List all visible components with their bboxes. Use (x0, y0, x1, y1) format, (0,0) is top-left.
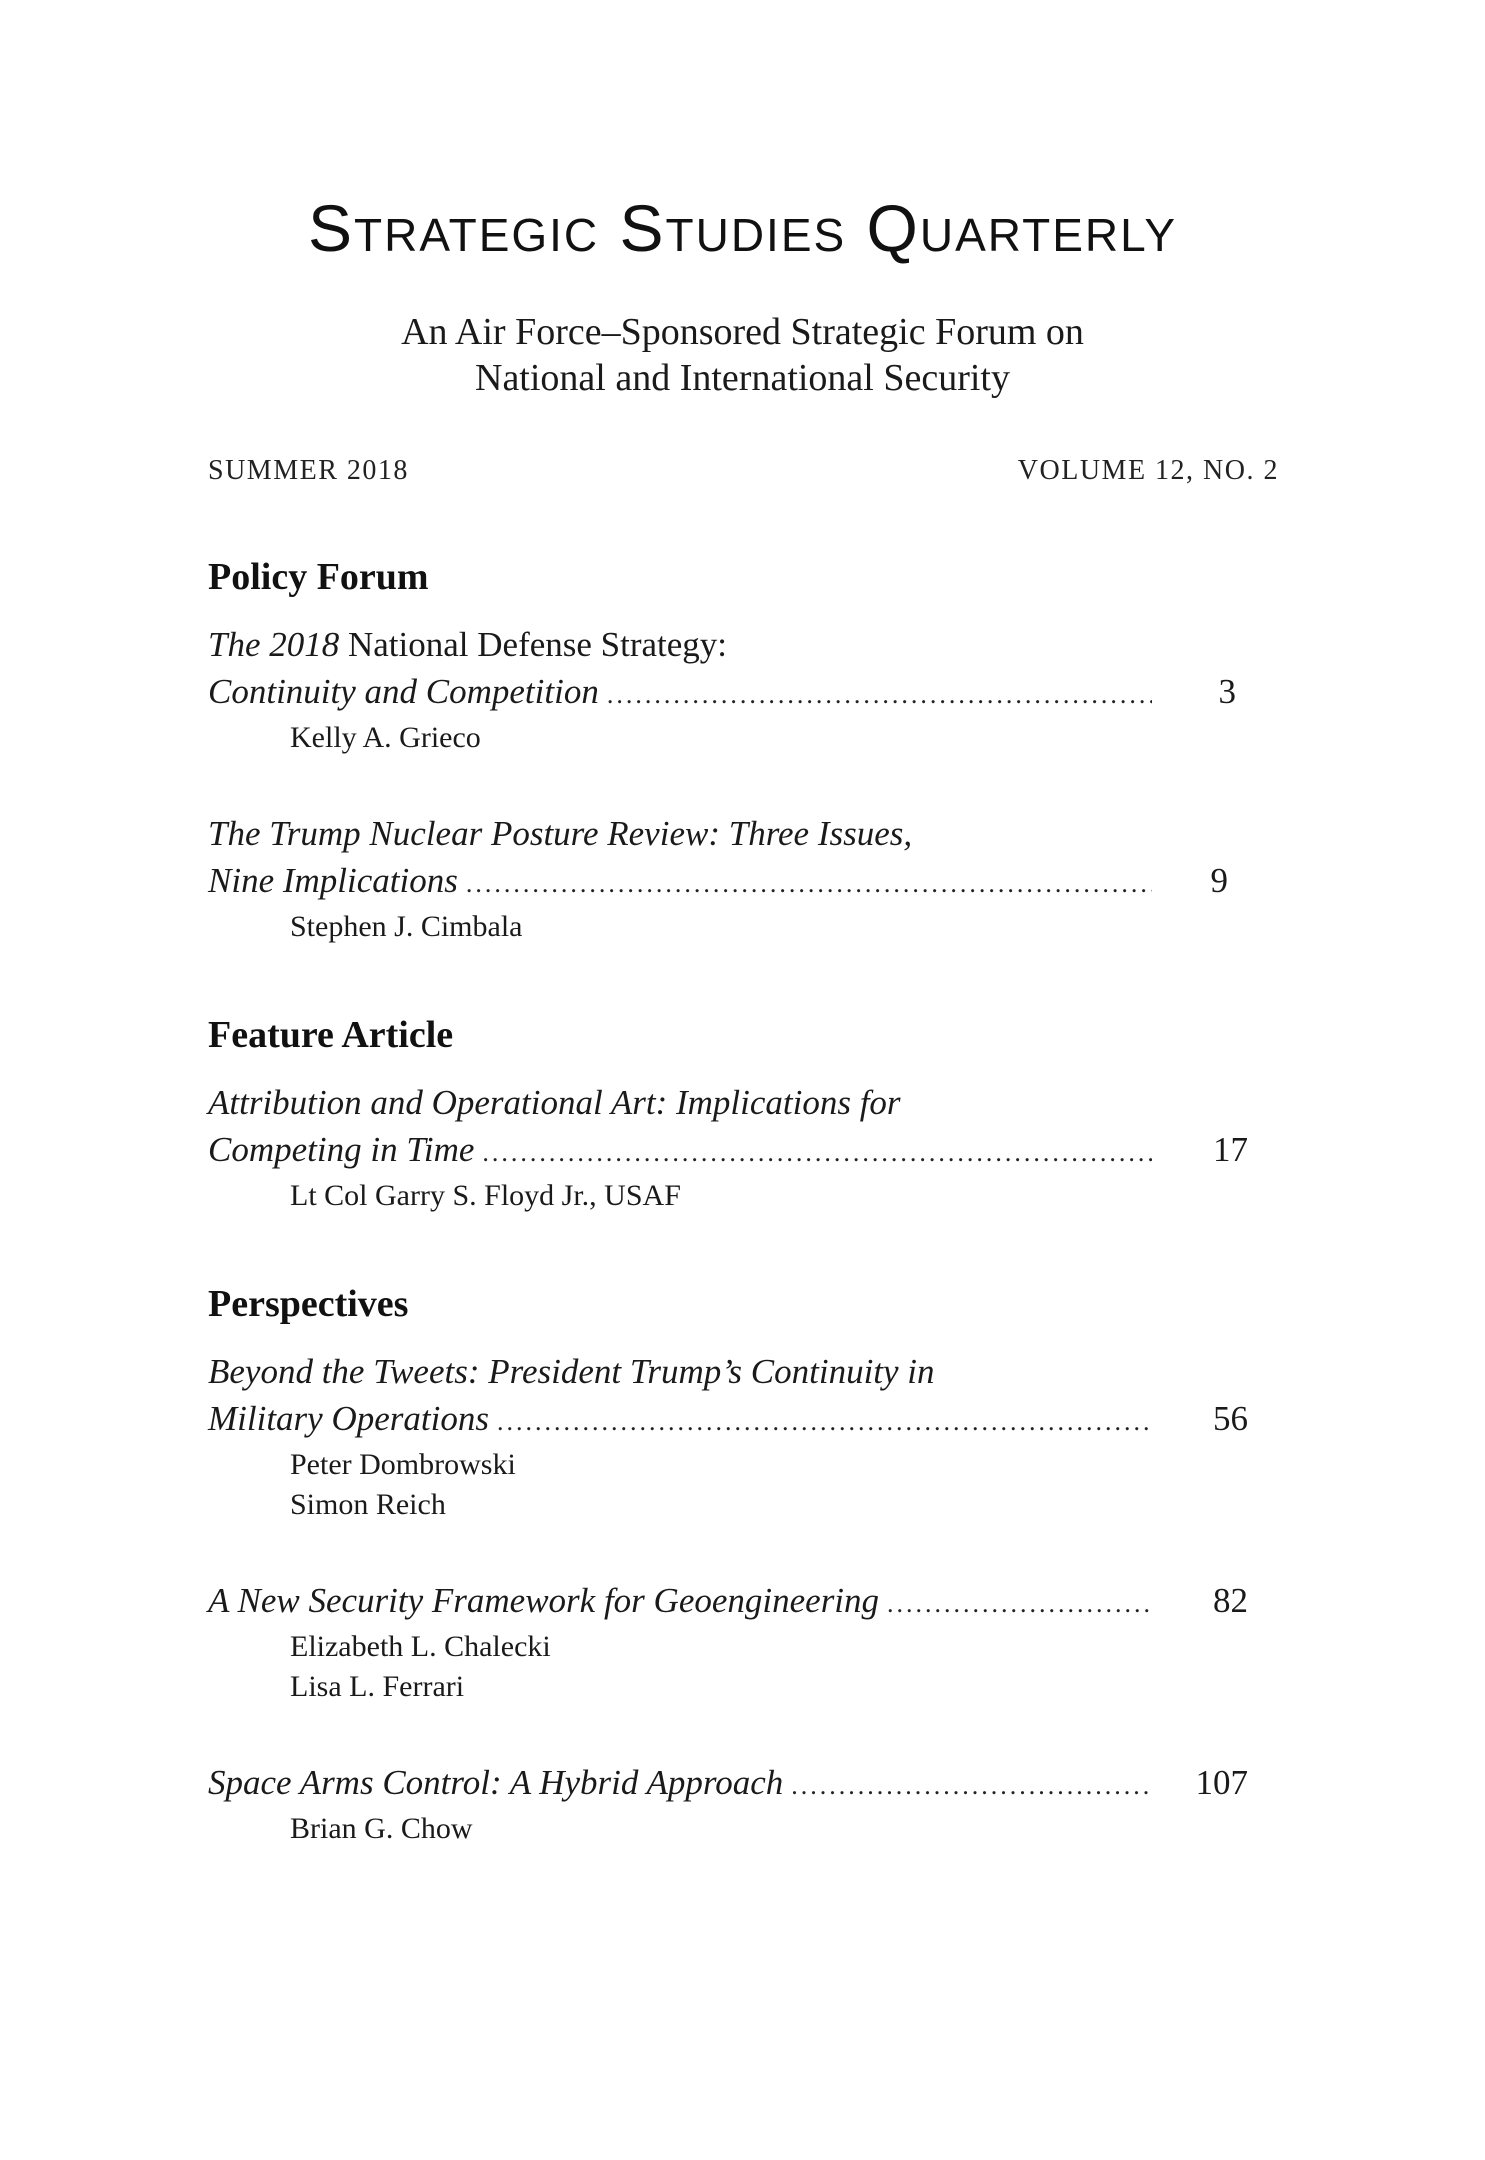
dot-leader (497, 1398, 1152, 1445)
toc-entry[interactable] (208, 1079, 1278, 1216)
entry-title-italic: The 2018 (208, 625, 340, 664)
entry-author: Brian G. Chow (290, 1812, 473, 1845)
entry-author: Lt Col Garry S. Floyd Jr., USAF (290, 1179, 681, 1212)
entry-title-line-1 (208, 621, 1278, 668)
entry-author: Lisa L. Ferrari (290, 1670, 465, 1703)
toc-entry[interactable] (208, 1577, 1278, 1707)
dot-leader (887, 1580, 1152, 1627)
entry-title-line-2 (208, 857, 1278, 907)
entry-author: Stephen J. Cimbala (290, 910, 523, 943)
issue-season: SUMMER 2018 (208, 455, 409, 486)
entry-title-line-2 (208, 1126, 1278, 1176)
entry-title-line (208, 1759, 1278, 1809)
entry-title-line-2 (208, 1395, 1278, 1445)
dot-leader (791, 1762, 1152, 1809)
section-heading-policy-forum: Policy Forum (208, 556, 429, 598)
toc-entry[interactable] (208, 1759, 1278, 1849)
issue-info (208, 455, 1279, 487)
masthead (0, 191, 1485, 401)
entry-page-number: 107 (1195, 1763, 1248, 1802)
journal-subtitle (0, 309, 1485, 401)
entry-title-line-1: The Trump Nuclear Posture Review: Three Issues, (208, 814, 913, 853)
section-heading-feature-article: Feature Article (208, 1014, 454, 1056)
entry-title-text: Space Arms Control: A Hybrid Approach (208, 1763, 784, 1802)
entry-title-line-1: Attribution and Operational Art: Implications for (208, 1083, 901, 1122)
dot-leader (482, 1129, 1152, 1176)
entry-title-line (208, 1577, 1278, 1627)
entry-page-number: 17 (1213, 1130, 1248, 1169)
entry-title-line-1: Beyond the Tweets: President Trump’s Continuity in (208, 1352, 935, 1391)
issue-volume: VOLUME 12, NO. 2 (1017, 455, 1279, 486)
toc-entry[interactable] (208, 1348, 1278, 1525)
entry-page-number: 9 (1210, 861, 1228, 900)
entry-title-line-2 (208, 668, 1278, 718)
entry-page-number: 3 (1218, 672, 1236, 711)
section-heading-perspectives: Perspectives (208, 1283, 409, 1325)
entry-title-text: Nine Implications (208, 861, 458, 900)
subtitle-line-2: National and International Security (475, 357, 1010, 399)
toc-entry[interactable] (208, 810, 1278, 947)
entry-title-text: A New Security Framework for Geoengineering (208, 1581, 880, 1620)
entry-page-number: 56 (1213, 1399, 1248, 1438)
toc-entry[interactable] (208, 621, 1278, 758)
entry-title-text: Military Operations (208, 1399, 489, 1438)
entry-title-roman: National Defense Strategy: (339, 625, 728, 664)
dot-leader (607, 671, 1152, 718)
entry-author: Elizabeth L. Chalecki (290, 1630, 551, 1663)
subtitle-line-1: An Air Force–Sponsored Strategic Forum on (401, 311, 1084, 353)
dot-leader (466, 860, 1152, 907)
entry-author: Kelly A. Grieco (290, 721, 481, 754)
entry-title-text: Competing in Time (208, 1130, 475, 1169)
entry-page-number: 82 (1213, 1581, 1248, 1620)
entry-author: Simon Reich (290, 1488, 446, 1521)
entry-title-text: Continuity and Competition (208, 672, 599, 711)
table-of-contents (208, 555, 1278, 1849)
journal-title: Strategic Studies Quarterly (307, 191, 1178, 265)
entry-author: Peter Dombrowski (290, 1448, 516, 1481)
